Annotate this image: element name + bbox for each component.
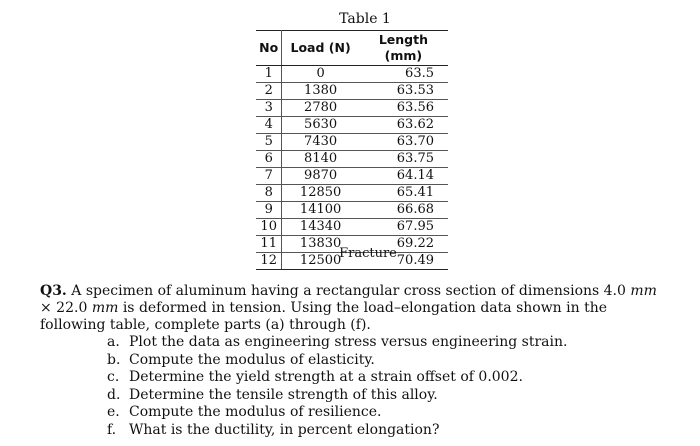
cell-length: 63.62 [359,117,448,134]
part-letter: c. [107,369,120,386]
cell-no: 5 [256,134,282,151]
table-row [256,100,448,117]
cell-load: 13830 [282,236,359,253]
table-row [256,83,448,100]
table-caption: Table 1 [339,11,391,27]
part-text: Compute the modulus of elasticity. [129,351,375,368]
cell-no: 12 [256,253,282,270]
table-header-row [256,31,448,66]
cell-load: 8140 [282,151,359,168]
times-symbol: × 22.0 [40,300,92,316]
table-row [256,134,448,151]
cell-length: 67.95 [359,219,448,236]
cell-length: 63.56 [359,100,448,117]
part-letter: d. [107,386,121,403]
header-load: Load (N) [282,31,359,66]
table-row [256,219,448,236]
list-item [107,352,567,370]
cell-length: 63.5 [359,66,448,83]
part-text: Plot the data as engineering stress versus engineering strain. [129,334,568,350]
part-text: Determine the tensile strength of this alloy. [129,386,438,403]
table-row [256,66,448,83]
unit-mm-2: mm [91,300,119,316]
table-row [256,117,448,134]
cell-no: 6 [256,151,282,168]
table-row [256,151,448,168]
cell-load: 12850 [282,185,359,202]
cell-no: 8 [256,185,282,202]
list-item [107,404,567,422]
cell-no: 11 [256,236,282,253]
table-row [256,168,448,185]
part-text: Compute the modulus of resilience. [129,404,382,421]
part-letter: f. [107,421,117,438]
cell-no: 1 [256,66,282,83]
cell-length: 66.68 [359,202,448,219]
question-parts-list [107,334,567,440]
cell-length: 64.14 [359,168,448,185]
table-row [256,185,448,202]
list-item [107,387,567,405]
table-row [256,202,448,219]
unit-mm-1: mm [630,283,657,299]
list-item [107,334,567,352]
part-text: What is the ductility, in percent elongation? [129,421,440,438]
header-length: Length (mm) [359,31,448,66]
table-body [256,66,448,270]
table-footer-note: Fracture [339,246,397,261]
cell-load: 5630 [282,117,359,134]
cell-no: 2 [256,83,282,100]
cell-load: 9870 [282,168,359,185]
cell-load: 1380 [282,83,359,100]
question-text-part-1: A specimen of aluminum having a rectangular cross section of dimensions 4.0 [66,283,631,299]
cell-load: 14100 [282,202,359,219]
cell-no: 4 [256,117,282,134]
part-letter: a. [107,334,120,350]
part-letter: b. [107,351,121,368]
cell-no: 10 [256,219,282,236]
cell-load: 2780 [282,100,359,117]
cell-length: 69.22 [359,236,448,253]
part-letter: e. [107,404,120,421]
cell-no: 7 [256,168,282,185]
list-item [107,369,567,387]
question-number: Q3. [40,283,67,299]
cell-no: 3 [256,100,282,117]
list-item [107,422,567,440]
question-text-part-2: is deformed in tension. Using the load–elongation data shown in the following table, complete parts (a) through (f). [40,300,608,333]
header-no: No [256,31,282,66]
cell-length: 70.49 [359,253,448,270]
cell-load: 7430 [282,134,359,151]
cell-load: 12500 [282,253,359,270]
cell-no: 9 [256,202,282,219]
question-text [40,283,670,334]
cell-length: 63.53 [359,83,448,100]
part-text: Determine the yield strength at a strain offset of 0.002. [129,369,523,386]
load-length-table [256,30,448,270]
cell-length: 65.41 [359,185,448,202]
cell-load: 14340 [282,219,359,236]
cell-length: 63.75 [359,151,448,168]
cell-load: 0 [282,66,359,83]
cell-length: 63.70 [359,134,448,151]
